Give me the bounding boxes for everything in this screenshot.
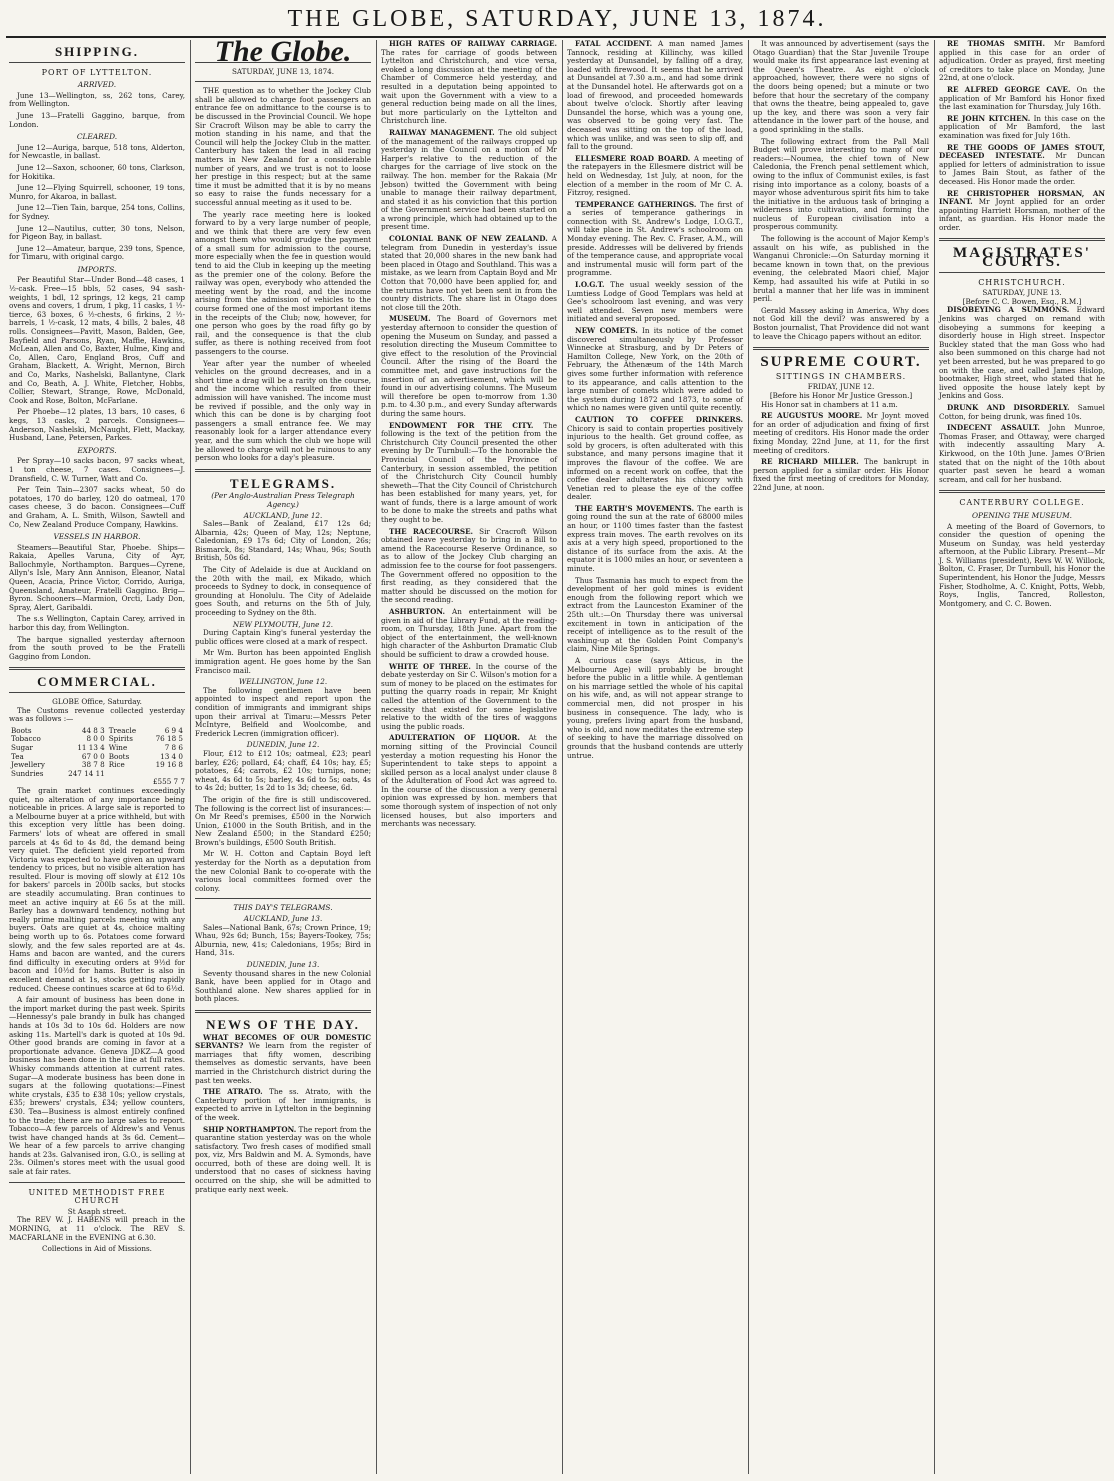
court-case-lead: RE ALFRED GEORGE CAVE.	[947, 84, 1071, 94]
news-item-lead: SHIP NORTHAMPTON.	[203, 1124, 297, 1134]
news-item-text: The usual weekly session of the Lumtiess Lodge of Good Templars was held at Gee's schoolroom last evening, and was very well attended. Seven new members were initiated and several proposed.	[567, 280, 743, 324]
news-item	[381, 235, 557, 312]
court-case	[753, 412, 929, 455]
news-item-text: The first of a series of temperance gatherings in connection with St. Andrew's Lodge, I.O.G.T., will take place in St. Andrew's schoolroom on Monday evening. The Rev. C. Fraser, A.M., will preside. Addresses will be delivered by friends of the temperance cause, and appropriate vocal and instrumental music will form part of the programme.	[567, 199, 743, 278]
telegram-text: Mr W. H. Cotton and Captain Boyd left yesterday for the North as a deputation from the new Colonial Bank to co-operate with the various local committees formed over the colony.	[195, 849, 371, 893]
court-case-text: The bankrupt in person applied for a similar order. His Honor fixed the first meeting of creditors for Monday, 22nd June, at noon.	[753, 457, 929, 492]
customs-amount: 67 0 0	[81, 751, 105, 761]
news-item-lead: WHAT BECOMES OF OUR DOMESTIC SERVANTS?	[195, 1032, 371, 1051]
shipping-heading: SHIPPING.	[54, 44, 140, 59]
news-item	[567, 657, 743, 760]
news-item-lead: I.O.G.T.	[575, 280, 605, 290]
shipping-note: The barque signalled yesterday afternoon from the south proved to be the Fratelli Gaggino from London.	[9, 634, 185, 661]
court-case-lead: RE CHRISTOPHER HORSMAN, AN INFANT.	[939, 188, 1105, 207]
divider	[9, 1182, 185, 1183]
court-case-text: Mr Bamford applied in this case for an order of adjudication. Order as prayed, first meeting of creditors to take place on Monday, June 22nd, at one o'clock.	[939, 40, 1105, 83]
supreme-court-heading: SUPREME COURT.	[760, 354, 922, 371]
magistrate-case-text: Edward Jenkins was charged on remand with disobeying a summons for keeping a disorderly house in High street. Inspector Buckley stated that the man Goss who had also been summoned on this charge had not yet been arrested, but he was prepared to go on with the case, and called James Hislop, bootmaker, High street, who stated that he lived opposite the house lately kept by Jenkins and Goss.	[939, 305, 1105, 401]
news-item-lead: CAUTION TO COFFEE DRINKERS.	[575, 414, 743, 424]
news-item-lead: THE ATRATO.	[203, 1087, 263, 1097]
telegram-text: During Captain King's funeral yesterday the public offices were closed at a mark of respect.	[195, 628, 371, 646]
masthead-rule	[6, 36, 1106, 38]
divider	[939, 238, 1105, 241]
college-sub: OPENING THE MUSEUM.	[971, 510, 1073, 520]
column-rule	[376, 40, 377, 1474]
news-item-text: An entertainment will be given in aid of the Library Fund, at the reading-room, on Thursday, 18th June. Apart from the object of the entertainment, the well-known high character of the Ashburton Dramatic Club should be sufficient to draw a crowded house.	[381, 607, 557, 659]
commercial-body: The grain market continues exceedingly quiet, no alteration of any importance being noticeable in prices. A large sale is reported to a Melbourne buyer at a price withheld, but with this exception very little has been doing. Farmers' lots of wheat are offered in small parcels at 4s 6d to 4s 8d, the demand being very quiet. The deficient yield reported from Victoria was expected to have given an upward tendency to prices, but no visible alteration has resulted. Flour is moving off slowly at £12 10s for bakers' parcels in 200lb sacks, but stocks are steadily accumulating. Bran continues to meet an active inquiry at £6 5s at the mill. Barley has a downward tendency, nothing but really prime malting parcels meeting with any buyers. Oats are quiet at 4s, choice malting being worth up to 6s. Potatoes come forward slowly, and the few sales reported are at 4s. Hams and bacon are wanted, and the curers find difficulty in executing orders at 9½d for bacon and 10½d for hams. Butter is also in excellent demand at 1s, stocks getting rapidly reduced. Cheese continues scarce at 6d to 6½d.	[9, 785, 185, 993]
news-item-text: It was announced by advertisement (says the Otago Guardian) that the Star Juvenile Troupe would make its first appearance last evening at the Queen's Theatre. As eight o'clock approached, however, there were no signs of the doors being opened; but a minute or two before that hour the secretary of the company that owns the theatre, being appealed to, gave up the key, and there was soon a very fair attendance in the lower part of the house, and a good sprinkling in the stalls.	[753, 40, 929, 134]
magistrates-heading: MAGISTRATES' COURTS.	[953, 245, 1091, 271]
court-case	[939, 115, 1105, 141]
today-telegram-text: Seventy thousand shares in the new Colonial Bank, have been applied for in Otago and Southland alone. New shares applied for in both places.	[195, 968, 371, 1004]
magistrate-case-lead: DISOBEYING A SUMMONS.	[947, 305, 1070, 315]
news-item-lead: ENDOWMENT FOR THE CITY.	[389, 420, 534, 430]
customs-item: Tea	[11, 751, 24, 761]
customs-amount: 7 8 6	[164, 742, 183, 752]
commercial-heading: COMMERCIAL.	[37, 674, 157, 690]
news-item-text: The ss. Atrato, with the Canterbury portion of her immigrants, is expected to arrive in Lyttelton in the beginning of the week.	[195, 1087, 371, 1122]
news-item	[381, 129, 557, 232]
column-courts	[936, 40, 1108, 1474]
news-item-text: The Board of Governors met yesterday afternoon to consider the question of opening the Museum on Sunday, and passed a resolution directing the Museum Committee to give effect to the resolution of the Provincial Council. After the rising of the Board the committee met, and gave instructions for the insertion of an advertisement, which will be found in our advertising columns. The Museum will therefore be open to-morrow from 1.30 p.m. to 4.30 p.m., and every Sunday afterwards during the same hours.	[381, 314, 557, 418]
news-item-text: The old subject of the management of the railways cropped up yesterday in the Council on a motion of Mr Harper's relative to the reduction of the charges for the carriage of live stock on the railway. The hon. member for the Rakaia (Mr Jebson) twitted the Government with being unable to manage their railway department, and stated it as his conviction that this portion of the Government service had been started on a wrong principle, which had obtained up to the present time.	[381, 127, 557, 232]
news-item-text: Sir Cracroft Wilson obtained leave yesterday to bring in a Bill to amend the Racecourse Reserve Ordinance, so as to allow of the Jockey Club charging an admission fee to the course for foot passengers. The Government offered no opposition to the first reading, as they considered that the matter should be discussed on the motion for the second reading.	[381, 526, 557, 605]
court-case-text: In this case on the application of Mr Bamford, the last examination was fixed for July 16th.	[939, 113, 1105, 140]
editorial-paragraph: Year after year the number of wheeled vehicles on the ground decreases, and in a short time a drag will be a rarity on the course, and the income which resulted from their admission will have vanished. The income must be revived if possible, and the only way in which this can be done is by charging foot passengers a small entrance fee. We may reasonably look for a larger attendance every year, and the sum which the club we hope will be allowed to charge will not be ruinous to any person who looks for a day's pleasure.	[195, 358, 371, 463]
customs-amount: 13 4 0	[160, 751, 183, 761]
cleared-item: June 12—Saxon, schooner, 60 tons, Clarkson, for Hokitika.	[9, 162, 185, 181]
cleared-item: June 12—Auriga, barque, 518 tons, Alderton, for Newcastle, in ballast.	[9, 142, 185, 161]
news-items	[381, 40, 557, 829]
customs-amount: 6 9 4	[164, 725, 183, 735]
news-item-text: At the morning sitting of the Provincial Council yesterday a motion requesting his Honor the Superintendent to take steps to appoint a skilled person as a local analyst under clause 8 of the Adulteration of Food Act was agreed to. In the course of the discussion a very general opinion was expressed by hon. members that some thorough system of inspection of not only licensed houses, but also importers and merchants was necessary.	[381, 733, 557, 829]
news-item-lead: THE EARTH'S MOVEMENTS.	[575, 503, 694, 513]
arrived-list	[9, 92, 185, 129]
church-sub: St Asaph street.	[67, 1206, 127, 1216]
news-item-text: Gerald Massey asking in America, Why does not God kill the devil? was answered by a Boston journalist, That Providence did not want to leave the Chicago papers without an editor.	[753, 305, 929, 341]
customs-item: Boots	[108, 751, 130, 761]
customs-amount: 247 14 11	[68, 768, 105, 778]
telegrams-list	[195, 512, 371, 894]
divider	[939, 490, 1105, 493]
column-globe-telegrams	[192, 40, 374, 1474]
customs-amount: 44 8 3	[81, 725, 105, 735]
telegrams-heading: TELEGRAMS.	[229, 475, 337, 491]
column-news-4	[564, 40, 746, 1474]
news-item	[195, 1088, 371, 1122]
mag-place: CHRISTCHURCH.	[978, 277, 1066, 287]
commercial-intro: The Customs revenue collected yesterday was as follows :—	[9, 705, 185, 724]
telegram-place: AUCKLAND, June 12.	[243, 510, 323, 520]
news-item	[753, 235, 929, 304]
exports-text-2: Per Tein Tain—2307 sacks wheat, 50 do potatoes, 170 do barley, 120 do oatmeal, 170 cases cheese, 3 do bacon. Consignees—Cuff and Graham, A. L. Smith, Wilson, Sawtell and Co, New Zealand Produce Company, Hawkins.	[9, 485, 185, 529]
today-telegram-place: AUCKLAND, June 13.	[243, 914, 323, 924]
news-item-text: The rates for carriage of goods between Lyttelton and Christchurch, and vice versa, evoked a long discussion at the meeting of the Chamber of Commerce held yesterday, and resulted in a deputation being appointed to wait upon the Government with a view to a general reduction being made on all the lines, but more particularly on the Lyttelton and Christchurch line.	[381, 47, 557, 126]
commercial-body-2: A fair amount of business has been done in the import market during the past week. Spirits—Hennessy's pale brandy in bulk has changed hands at 10s 3d to 10s 6d. Holders are now asking 11s. Martell's dark is quoted at 10s 9d. Other good brands are coming in favor at a proportionate advance. Geneva JDKZ—A good business has been done in the line at full rates. Whisky commands attention at current rates. Sugar—A moderate business has been done in sugars at the following quotations:—Finest white crystals, £35 to £38 10s; yellow crystals, £35; brewers' crystals, £34; yellow counters, £30. Tea—Business is almost entirely confined to the trade; there are no large sales to report. Tobacco—A few parcels of Aldrew's and Venus twist have changed hands at 3s 6d. Cement—We hear of a few parcels to arrive changing hands at 23s. Galvanised iron, G.O., is selling at 23s. Oilmen's stores meet with the usual good sale at fair rates.	[9, 995, 185, 1177]
customs-total: £555 7 7	[152, 777, 185, 787]
customs-item: Sugar	[11, 742, 33, 752]
divider	[195, 1010, 371, 1013]
globe-title: The Globe.	[214, 40, 352, 68]
supreme-date: FRIDAY, JUNE 12.	[807, 382, 875, 392]
editorial-lead: THE question as to whether the Jockey Club shall be allowed to charge foot passengers an entrance fee on admittance to the course is to be discussed in the Provincial Council. We hope Sir Cracroft Wilson may be able to carry the motion standing in his name, and that the Council will help the Jockey Club in the matter. Canterbury has taken the lead in all racing matters in New Zealand for a considerable number of years, and we trust is not to loose her prestige in this respect; but at the same time it must be admitted that it is by no means so easy to raise the funds necessary for a successful annual meeting as it used to be.	[195, 86, 371, 207]
court-case-text: On the application of Mr Bamford his Honor fixed the last examination for Thursday, July 16th.	[939, 84, 1105, 112]
news-item-lead: ELLESMERE ROAD BOARD.	[575, 153, 691, 163]
supreme-items	[753, 412, 929, 492]
telegram-place: DUNEDIN, June 12.	[246, 740, 320, 750]
church-note: Collections in Aid of Missions.	[42, 1244, 152, 1254]
news-item	[567, 416, 743, 502]
magistrate-case	[939, 404, 1105, 421]
news-item	[381, 40, 557, 126]
news-list	[195, 1034, 371, 1195]
telegram-text: Sales—Bank of Zealand, £17 12s 6d; Albarnia, 42s; Queen of May, 12s; Neptune, Caledonian, £9 17s 6d; City of London, 26s; Bismarck, 8s; Standard, 14s; Whau, 96s; South British, 50s 6d.	[195, 519, 371, 563]
telegram-place: NEW PLYMOUTH, June 12.	[232, 619, 334, 629]
magistrate-case-lead: DRUNK AND DISORDERLY.	[947, 402, 1070, 412]
harbour-text: Steamers—Beautiful Star, Phoebe. Ships—Rakaia, Apelles Varuna, City of Ayr, Ballochmyle, Northampton. Barques—Cyrene, Allyn's Isle, Mary Ann Annison, Eleanor, Natal Queen, Acacia, Prince Victor, Corrido, Auriga, Queensland, Amateur, Fratelli Gaggino. Brig—Byron. Schooners—Marmion, Orcti, Lady Don, Spray, Alert, Garibaldi.	[9, 542, 185, 612]
news-items	[753, 40, 929, 341]
college-text: A meeting of the Board of Governors, to consider the question of opening the Museum on Sunday, was held yesterday afternoon, at the Public Library. Present—Mr J. S. Williams (president), Revs W. W. Willock, Bolton, C. Fraser, Dr Turnbull, his Honor the Superintendent, his Honor the Judge, Messrs Fisher, Stodholme, A. C. Knight, Potts, Webb, Roys, Inglis, Tancred, Rolleston, Montgomery, and C. C. Bowen.	[939, 521, 1105, 608]
arrived-item: June 13—Fratelli Gaggino, barque, from London.	[9, 110, 185, 129]
court-case	[939, 144, 1105, 187]
imports-text: Per Beautiful Star—Under Bond—48 cases, 1 ½-cask. Free—15 bbls, 52 cases, 94 sash-weights, 1 bdl, 12 springs, 12 kegs, 21 camp ovens and covers, 1 drum, 1 pkg, 11 casks, 1 ½-tierce, 63 boxes, 6 ½-chests, 6 firkins, 2 ½-barrels, 1 ½-cask, 12 mats, 4 bills, 2 bales, 48 rolls. Consignees—Pavitt, Mason, Balden, Gee, Bayfield and Parsons, Ryan, Maffie, Hawkins, McLean, Allen and Co, Baxter, Hulme, King and Co, Allen, Caro, England Bros, Cuff and Graham, Blackett, A. Wright, Mernon, Birch and Co, Marks, Nashelski, Ballantyne, Clark and Co, Beath, A. J. White, Fletcher, Hobbs, Collier, Stewart, Strange, Rowe, McDonald, Cook and Rose, Bolton, McFarlane.	[9, 275, 185, 405]
telegram-text: Mr Wm. Burton has been appointed English immigration agent. He goes home by the San Francisco mail.	[195, 648, 371, 675]
column-rule	[934, 40, 935, 1474]
news-item	[381, 608, 557, 660]
magistrate-case-text: John Munroe, Thomas Fraser, and Ottaway, were charged with indecently assaulting Mary A. Kirkwood, on the 10th June. James O'Brien stated that on the night of the 10th about quarter past seven he heard a woman scream, and call for her husband.	[939, 423, 1105, 484]
news-item-lead: TEMPERANCE GATHERINGS.	[575, 199, 697, 209]
court-case-lead: RE JOHN KITCHEN.	[947, 113, 1031, 123]
news-item	[567, 327, 743, 413]
news-item	[753, 307, 929, 341]
news-item-lead: ADULTERATION OF LIQUOR.	[389, 733, 520, 743]
news-item	[195, 1126, 371, 1195]
column-news-3	[378, 40, 560, 1474]
telegram-text: The following gentlemen have been appointed to inspect and report upon the condition of immigrants and immigrant ships upon their arrival at Timaru:—Messrs Peter McIntyre, Belfield and Woolcombe, and Frederick Lecren (immigration officer).	[195, 685, 371, 738]
customs-amount: 11 13 4	[77, 742, 105, 752]
customs-item: Wine	[108, 742, 128, 752]
telegram-text: Flour, £12 to £12 10s; oatmeal, £23; pearl barley, £26; pollard, £4; chaff, £4 10s; hay, £5; potatoes, £4; carrots, £2 10s; turnips, none; wheat, 4s 6d to 5s; barley, 4s 6d to 5s; oats, 4s to 4s 2d; butter, 1s 2d to 1s 3d; cheese, 6d.	[195, 748, 371, 793]
news-item	[567, 40, 743, 152]
exports-text: Per Spray—10 sacks bacon, 97 sacks wheat, 1 ton cheese, 7 cases. Consignees—J. Dransfield, C. W. Turner, Watt and Co.	[9, 456, 185, 483]
news-item-lead: THE RACECOURSE.	[389, 526, 474, 536]
customs-amount: 76 18 5	[155, 734, 183, 744]
news-item-text: Chicory is said to contain properties positively injurious to the health. Get ground coffee, as sold by grocers, is often adulterated with this substance, and many persons imagine that it improves the flavour of the coffee. We are informed on a recent work on coffee, that the coffee dealer adulterates his chicory with Venetian red to please the eye of the coffee dealer.	[567, 423, 743, 502]
globe-date: SATURDAY, JUNE 13, 1874.	[231, 66, 335, 76]
today-telegrams-heading: THIS DAY'S TELEGRAMS.	[233, 903, 333, 913]
news-item	[381, 315, 557, 418]
column-rule	[562, 40, 563, 1474]
mag-date: SATURDAY, JUNE 13.	[982, 288, 1062, 298]
column-news-supreme	[750, 40, 932, 1474]
column-rule	[748, 40, 749, 1474]
news-item-lead: COLONIAL BANK OF NEW ZEALAND.	[389, 234, 548, 244]
imports-text-2: Per Phoebe—12 plates, 13 bars, 10 cases, 6 kegs, 13 casks, 2 parcels. Consignees—Anderson, Nashelski, McNaught, Flett, Mackay, Husband, Lane, Petersen, Parkes.	[9, 407, 185, 443]
court-case-lead: RE THE GOODS OF JAMES STOUT, DECEASED INTESTATE.	[939, 142, 1105, 161]
news-item	[567, 155, 743, 198]
masthead: THE GLOBE, SATURDAY, JUNE 13, 1874.	[287, 6, 827, 32]
customs-item: Sundries	[11, 768, 44, 778]
arrived-heading: ARRIVED.	[77, 80, 117, 90]
cleared-item: June 12—Flying Squirrell, schooner, 19 tons, Munro, for Akaroa, in ballast.	[9, 183, 185, 201]
news-item	[567, 281, 743, 324]
column-shipping-commercial	[6, 40, 188, 1474]
news-item	[381, 663, 557, 732]
news-item	[567, 201, 743, 278]
editorial-paragraph: The yearly race meeting here is looked forward to by a very large number of people, and we think that there are very few even amongst them who would grudge the payment of a small sum for admission to the course, more especially when the fee in question would tend to aid the Club in keeping up the meeting as the premier one of the colony. Before the railway was open, everybody who attended the meeting went by the road, and the income arising from the admission of vehicles to the course formed one of the most important items in the receipts of the Club; now, however, for one person who goes by the road fifty go by rail, and the consequence is that the club suffer, as there is nothing received from foot passengers to the course.	[195, 209, 371, 356]
court-case-text: Mr Joynt applied for an order appointing Harriett Horsman, mother of the infant, as guardian. His Honor made the order.	[939, 197, 1105, 232]
news-item	[381, 528, 557, 605]
mag-before: [Before C. C. Bowen, Esq., R.M.]	[962, 296, 1082, 306]
news-items	[567, 40, 743, 760]
customs-item: Spirits	[108, 734, 133, 744]
divider	[9, 667, 185, 670]
news-item-text: The following is the account of Major Kemp's assault on his wife, as published in the Wanganui Chronicle:—On Saturday morning it became known in town that, on the previous evening, the celebrated Maori chief, Major Kemp, had assaulted his wife at Putiki in so brutal a manner that her life was in imminent peril.	[753, 234, 929, 304]
telegram-place: WELLINGTON, June 12.	[238, 677, 328, 687]
cleared-heading: CLEARED.	[76, 132, 118, 142]
court-case-lead: RE AUGUSTUS MOORE.	[761, 411, 863, 421]
divider	[9, 62, 185, 63]
court-case	[939, 40, 1105, 83]
cleared-list	[9, 144, 185, 262]
port-heading: PORT OF LYTTELTON.	[41, 67, 153, 77]
magistrate-items	[939, 306, 1105, 484]
news-item-lead: MUSEUM.	[389, 314, 431, 324]
divider	[939, 272, 1105, 273]
magistrate-case-lead: INDECENT ASSAULT.	[947, 423, 1040, 433]
church-heading: UNITED METHODIST FREE CHURCH	[28, 1187, 166, 1206]
column-rule	[190, 40, 191, 1474]
divider	[753, 347, 929, 350]
news-item-text: A meeting of the ratepayers in the Ellesmere district will be held on Wednesday, 1st July, at noon, for the election of a member in the room of Mr C. A. Fitzroy, resigned.	[567, 153, 743, 198]
news-item-lead: NEW COMETS.	[575, 326, 638, 335]
news-item-text: In its notice of the comet discovered simultaneously by Professor Winnecke at Strasburg, and by Dr Peters of Hamilton College, New York, on the 20th of February, the Athenæum of the 14th March gives some further information with reference to its appearance, and calls attention to the large number of comets which were added to the system during 1872 and 1873, to some of which no names were given until quite recently.	[567, 326, 743, 413]
customs-item: Treacle	[108, 725, 137, 735]
news-item	[381, 734, 557, 829]
news-item-text: The earth is going round the sun at the rate of 68000 miles an hour, or 1100 times faster than the fastest express train moves. The earth revolves on its axis at a very high speed, proportioned to the distance of its surface from the axis. At the equator it is 1000 miles an hour, or seventeen a minute.	[567, 503, 743, 574]
supreme-before: [Before his Honor Mr Justice Gresson.]	[769, 390, 913, 400]
news-item-text: The following is the text of the petition from the Christchurch City Council presented the other evening by Dr Turnbull:—To the honorable the Provincial Council of the Province of Canterbury, in session assembled, the petition of the Christchurch City Council humbly sheweth—That the City Council of Christchurch has been established for many years, yet, for want of funds, there is a large amount of work to be done to make the streets and paths what they ought to be.	[381, 420, 557, 525]
news-item	[753, 40, 929, 135]
news-item-text: A man named James Tannock, residing at Killinchy, was killed yesterday at Dunsandel, by falling off a dray, loaded with firewood. It seems that he arrived at Dunsandel at 7.30 a.m., and had some drink at the Dunsandel hotel. He afterwards got on a load of firewood, and proceeded homewards about twelve o'clock. Shortly after leaving Dunsandel the horse, which was a young one, was observed to be going very fast. The deceased was sitting on the top of the load, which was unlike, and was seen to slip off, and fall to the ground.	[567, 40, 743, 152]
news-item-text: A telegram from Dunedin in yesterday's issue stated that 20,000 shares in the new bank had been placed in Otago and Southland. This was a mistake, as we learn from Captain Boyd and Mr Cotton that 70,000 have been applied for, and the returns have not yet been sent in from the country districts. The share list in Otago does not close till the 20th.	[381, 234, 557, 312]
court-case-lead: RE THOMAS SMITH.	[947, 40, 1045, 48]
news-item-lead: ASHBURTON.	[389, 607, 445, 616]
news-item-text: In the course of the debate yesterday on Sir C. Wilson's motion for a sum of money to be placed on the estimates for putting the quarry roads in repair, Mr Knight called the attention of the Government to the necessity that existed for some legislative relative to the width of the tires of waggons using the public roads.	[381, 661, 557, 731]
telegrams-sub: (Per Anglo-Australian Press Telegraph Agency.)	[211, 491, 355, 509]
today-telegrams-list	[195, 915, 371, 1004]
court-case-lead: RE RICHARD MILLER.	[761, 457, 859, 467]
news-item-text: Thus Tasmania has much to expect from the development of her gold mines is evident enough from the following report which we extract from the Launceston Examiner of the 25th ult.:—On Thursday there was universal excitement in town in anticipation of the receipt of intelligence as to the result of the washing-up at the Golden Point Company's claim, Nine Mile Springs.	[567, 575, 743, 654]
magistrate-case	[939, 424, 1105, 484]
news-item-text: A curious case (says Atticus, in the Melbourne Age) will probably be brought before the public in a little while. A gentleman on his marriage settled the whole of his capital on his wife, and, as will not appear strange to commercial men, did not prosper in his business in consequence. The lady, who is young, prefers living apart from the husband, who is old, and now meditates the extreme step of seeking to have the marriage dissolved on grounds that the husband contends are utterly untrue.	[567, 655, 743, 760]
supreme-text: His Honor sat in chambers at 11 a.m.	[761, 399, 898, 409]
news-item-lead: HIGH RATES OF RAILWAY CARRIAGE.	[389, 40, 557, 48]
customs-item: Rice	[108, 760, 125, 770]
court-case	[939, 86, 1105, 112]
court-case	[753, 458, 929, 492]
customs-item: Boots	[11, 725, 32, 735]
news-item	[567, 505, 743, 574]
news-item-lead: FATAL ACCIDENT.	[575, 40, 653, 48]
news-item	[381, 422, 557, 525]
today-telegram-text: Sales—National Bank, 67s; Crown Prince, 19; Whau, 92s 6d; Bunch, 15s; Bayers-Tookey, 75s; Alburnia, new, 41s; Caledonians, 195s; Bird in Hand, 31s.	[195, 922, 371, 958]
customs-amount: 38 7 8	[81, 760, 105, 770]
exports-heading: EXPORTS.	[77, 445, 117, 455]
magistrate-case-text: Samuel Cotton, for being drunk, was fined 10s.	[939, 402, 1105, 421]
cleared-item: June 12—Nautilus, cutter, 30 tons, Nelson, for Pigeon Bay, in ballast.	[9, 223, 185, 242]
customs-empty	[107, 770, 146, 779]
customs-amount: 19 16 8	[155, 760, 183, 770]
church-body: The REV W. J. HABENS will preach in the MORNING, at 11 o'clock. The REV S. MACFARLANE in the EVENING at 6.30.	[9, 1215, 185, 1242]
court-case-text: Mr Joynt moved for an order of adjudication and fixing of first meeting of creditors. His Honor made the order fixing Monday, 22nd June, at 11, for the first meeting of creditors.	[753, 411, 929, 455]
court-items	[939, 40, 1105, 232]
news-item-lead: RAILWAY MANAGEMENT.	[389, 127, 495, 137]
divider	[195, 469, 371, 472]
divider	[195, 898, 371, 899]
cleared-item: June 12—Tien Tain, barque, 254 tons, Collins, for Sydney.	[9, 203, 185, 221]
commercial-office: GLOBE Office, Saturday.	[52, 697, 142, 706]
divider	[195, 81, 371, 82]
court-case	[939, 190, 1105, 233]
court-case-text: Mr Duncan applied for letters of administration to issue to James Bain Stout, as father of the deceased. His Honor made the order.	[939, 151, 1105, 186]
news-item	[195, 1034, 371, 1086]
today-telegram-place: DUNEDIN, June 13.	[246, 960, 320, 969]
news-heading: NEWS OF THE DAY.	[206, 1016, 360, 1032]
customs-amount: 8 0 0	[86, 734, 105, 744]
news-item	[567, 577, 743, 654]
cleared-item: June 12—Amateur, barque, 239 tons, Spence, for Timaru, with original cargo.	[9, 243, 185, 262]
telegram-text: The origin of the fire is still undiscovered. The following is the correct list of insurances:—On Mr Reed's premises, £500 in the Norwich Union, £1000 in the South British, and in the New Zealand £500; in the Standard £250; Brown's buildings, £500 South British.	[195, 794, 371, 847]
news-item-text: We learn from the register of marriages that fifty women, describing themselves as domestic servants, have been married in the Christchurch district during the past ten weeks.	[195, 1041, 371, 1085]
news-item-lead: WHITE OF THREE.	[389, 661, 471, 671]
customs-table	[9, 727, 185, 779]
imports-heading: IMPORTS.	[77, 264, 117, 274]
news-item-text: The following extract from the Pall Mall Budget will prove interesting to many of our readers:—Noumea, the chief town of New Caledonia, the French penal settlement which, owing to the influx of Communist exiles, is fast rising into importance as a colony, boasts of a mayor whose adventurous spirit fits him to take the initiative in the arduous task of bringing a wilderness into cultivation, and forming the nucleus of European civilisation into a prosperous community.	[753, 136, 929, 232]
supreme-sub: SITTINGS IN CHAMBERS.	[775, 371, 907, 381]
news-item-text: The report from the quarantine station yesterday was on the whole satisfactory. Two fresh cases of modified small pox, viz, Mrs Baldwin and M. A. Symonds, have occurred, both of these are doing well. It is understood that no cases of sickness having occurred on the ship, she will be admitted to pratique early next week.	[195, 1124, 372, 1194]
divider	[9, 692, 185, 693]
news-item	[753, 138, 929, 233]
college-heading: CANTERBURY COLLEGE.	[959, 498, 1085, 508]
harbour-heading: VESSELS IN HARBOR.	[53, 532, 141, 542]
telegram-text: The City of Adelaide is due at Auckland on the 20th with the mail, ex Mikado, which proceeds to Sydney to dock, in consequence of grounding at Honolulu. The City of Adelaide goes South, and returns on the 5th of July, proceeding to Sydney on the 8th.	[195, 565, 371, 618]
arrived-item: June 13—Wellington, ss, 262 tons, Carey, from Wellington.	[9, 90, 185, 109]
customs-item: Jewellery	[11, 760, 45, 770]
magistrate-case	[939, 306, 1105, 401]
customs-item: Tobacco	[11, 734, 41, 744]
shipping-note: The s.s Wellington, Captain Carey, arrived in harbor this day, from Wellington.	[9, 614, 185, 633]
